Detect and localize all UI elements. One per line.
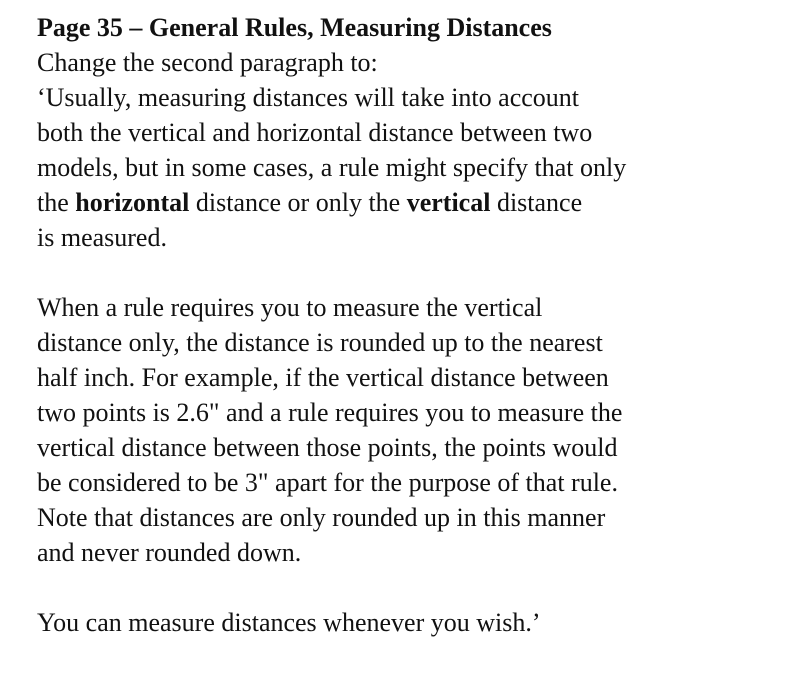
bold-vertical: vertical [406, 188, 491, 217]
text-segment: distance or only the [189, 188, 407, 217]
paragraph-2-line-8: and never rounded down. [37, 538, 302, 567]
instruction-text: Change the second paragraph to: [37, 48, 378, 77]
document-body [37, 10, 797, 640]
text-segment: distance [490, 188, 583, 217]
page-heading: Page 35 – General Rules, Measuring Distances [37, 13, 552, 42]
paragraph-2-line-6: be considered to be 3" apart for the purpose of that rule. [37, 468, 618, 497]
paragraph-gap [37, 255, 797, 290]
paragraph-2-line-4: two points is 2.6" and a rule requires you to measure the [37, 398, 623, 427]
paragraph-1 [37, 80, 797, 255]
paragraph-gap [37, 570, 797, 605]
paragraph-2-line-2: distance only, the distance is rounded up to the nearest [37, 328, 603, 357]
paragraph-2-line-7: Note that distances are only rounded up in this manner [37, 503, 606, 532]
bold-horizontal: horizontal [75, 188, 190, 217]
paragraph-3 [37, 605, 797, 640]
text-segment: the [37, 188, 76, 217]
paragraph-2-line-3: half inch. For example, if the vertical distance between [37, 363, 609, 392]
paragraph-2-line-1: When a rule requires you to measure the vertical [37, 293, 543, 322]
paragraph-1-line-3: models, but in some cases, a rule might specify that only [37, 153, 627, 182]
paragraph-1-line-4 [37, 185, 797, 220]
paragraph-1-line-2: both the vertical and horizontal distance between two [37, 118, 593, 147]
paragraph-1-line-5: is measured. [37, 223, 167, 252]
paragraph-3-line-1: You can measure distances whenever you wish.’ [37, 608, 541, 637]
paragraph-1-line-1: ‘Usually, measuring distances will take into account [37, 83, 580, 112]
paragraph-2 [37, 290, 797, 570]
paragraph-2-line-5: vertical distance between those points, the points would [37, 433, 618, 462]
